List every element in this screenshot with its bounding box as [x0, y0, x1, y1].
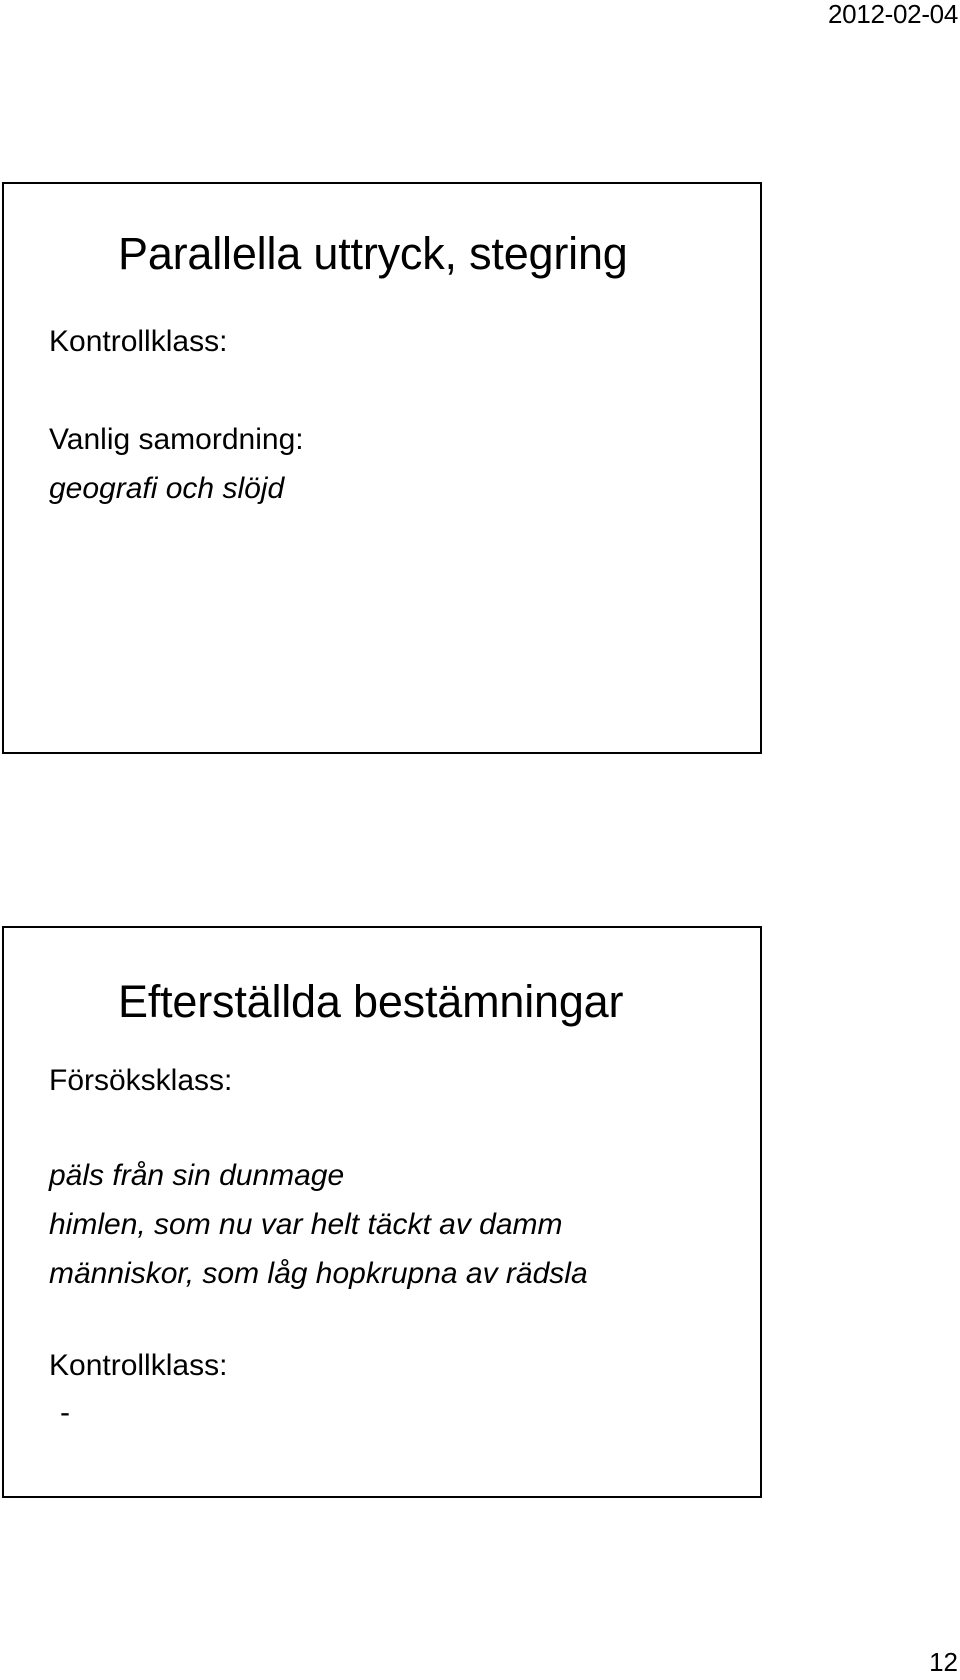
slide-1-control-label: Kontrollklass:	[49, 325, 228, 358]
slide-2-example-2: himlen, som nu var helt täckt av damm	[49, 1208, 563, 1241]
slide-2-experiment-label: Försöksklass:	[49, 1064, 233, 1097]
slide-2	[2, 926, 762, 1498]
slide-1-title: Parallella uttryck, stegring	[118, 228, 628, 279]
slide-1-example: geografi och slöjd	[49, 472, 285, 505]
page-number: 12	[929, 1647, 958, 1677]
slide-2-example-1: päls från sin dunmage	[49, 1159, 345, 1192]
header-date: 2012-02-04	[828, 0, 958, 29]
slide-2-control-label: Kontrollklass:	[49, 1349, 228, 1382]
slide-2-title: Efterställda bestämningar	[118, 976, 624, 1027]
slide-2-control-value: -	[60, 1396, 70, 1429]
slide-2-example-3: människor, som låg hopkrupna av rädsla	[49, 1257, 588, 1290]
slide-1	[2, 182, 762, 754]
slide-1-normal-label: Vanlig samordning:	[49, 423, 304, 456]
